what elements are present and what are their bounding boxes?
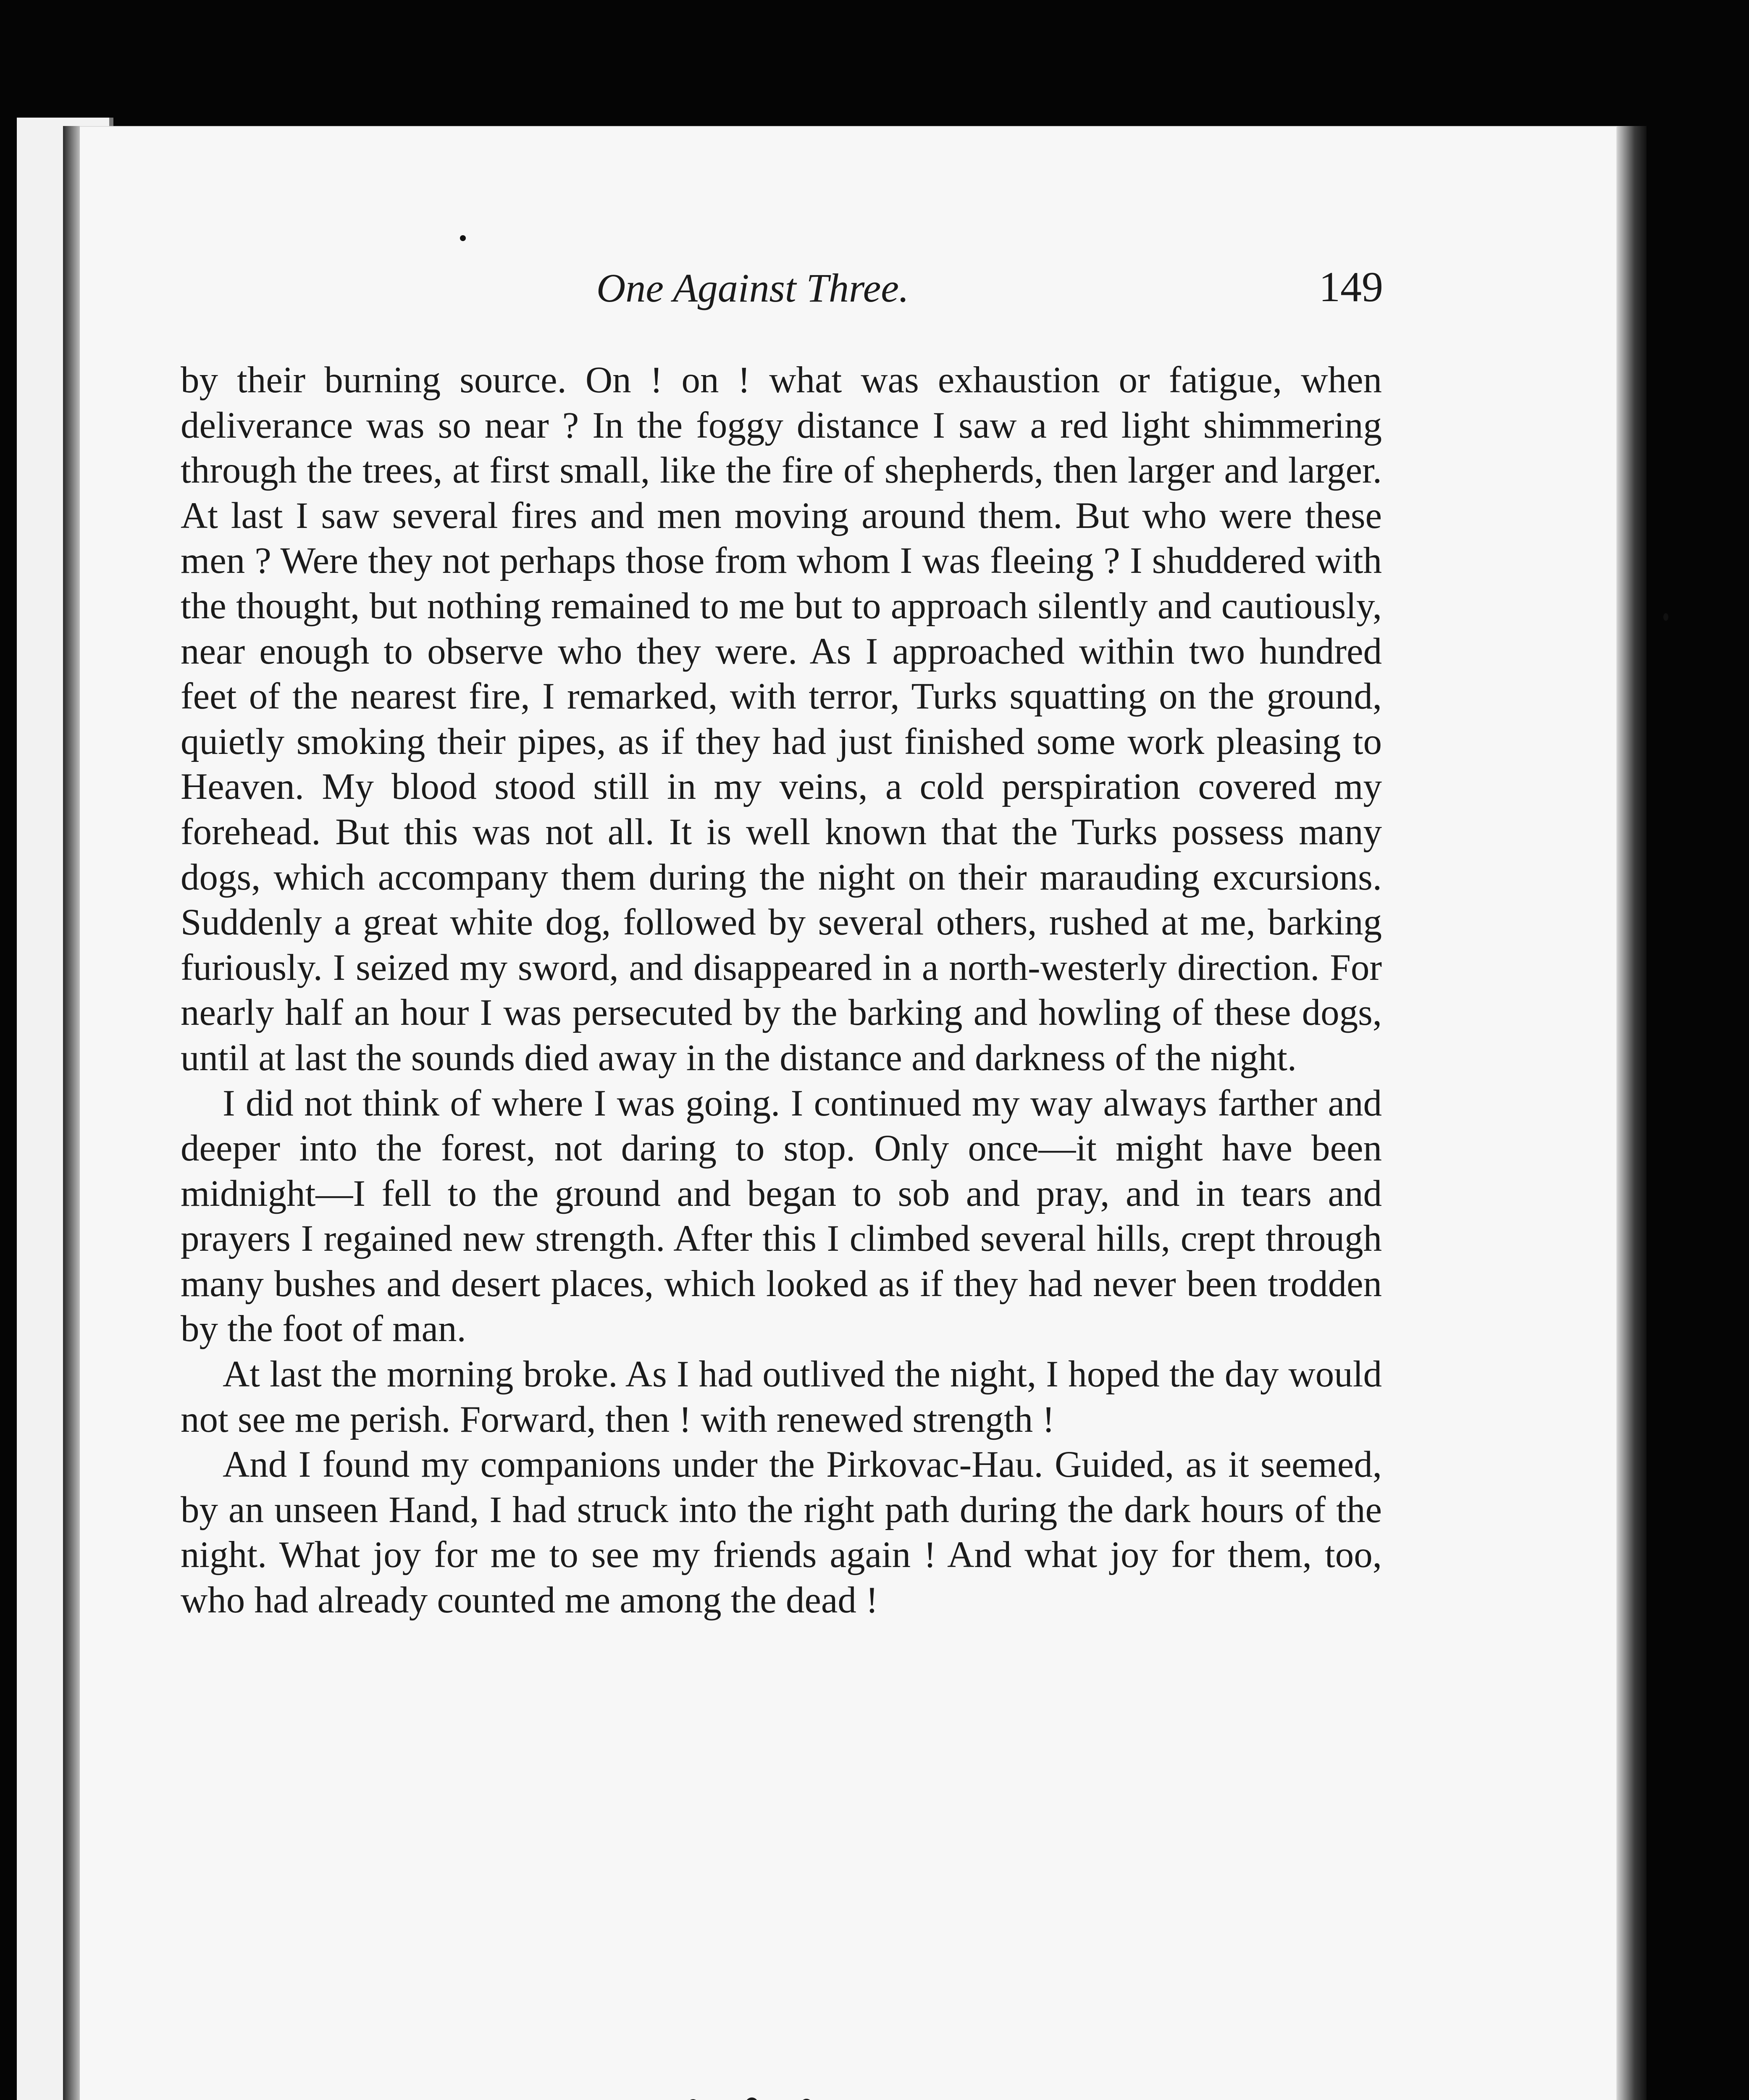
body-text	[181, 358, 1382, 1623]
page-right-edge-shadow	[1617, 126, 1647, 2100]
paragraph-4: And I found my companions under the Pirkovac-Hau. Guided, as it seemed, by an unseen Hand, I had struck into the right path during the dark hours of the night. What joy for me to see my friends again ! And what joy for them, too, who had already counted me among the dead !	[181, 1444, 1382, 1621]
paragraph-2: I did not think of where I was going. I continued my way always farther and deeper into the forest, not daring to stop. Only once—it might have been midnight—I fell to the ground and began to sob and pray, and in tears and prayers I regained new strength. After this I climbed several hills, crept through many bushes and desert places, which looked as if they had never been trodden by the foot of man.	[181, 1082, 1382, 1350]
paragraph-3: At last the morning broke. As I had outlived the night, I hoped the day would not see me perish. Forward, then ! with renewed strength !	[181, 1354, 1382, 1440]
paragraph-1: by their burning source. On ! on ! what was exhaustion or fatigue, when deliverance was so near ? In the foggy distance I saw a red light shimmering through the trees, at first small, like the fire of shepherds, then larger and larger. At last I saw several fires and men moving around them. But who were these men ? Were they not perhaps those from whom I was fleeing ? I shuddered with the thought, but nothing remained to me but to approach silently and cautiously, near enough to observe who they were. As I approached within two hundred feet of the nearest fire, I remarked, with terror, Turks squatting on the ground, quietly smoking their pipes, as if they had just finished some work pleasing to Heaven. My blood stood still in my veins, a cold perspiration covered my forehead. But this was not all. It is well known that the Turks possess many dogs, which accompany them during the night on their marauding excursions. Suddenly a great white dog, followed by several others, rushed at me, barking furiously. I seized my sword, and disappeared in a north-westerly direction. For nearly half an hour I was persecuted by the barking and howling of these dogs, until at last the sounds died away in the distance and darkness of the night.	[181, 360, 1382, 1079]
running-title: One Against Three.	[596, 265, 909, 310]
page-number: 149	[1319, 263, 1383, 311]
scan-speck	[1663, 613, 1668, 621]
page-gutter-shadow	[63, 126, 80, 2100]
scan-speck	[460, 235, 466, 241]
vine-tailpiece-ornament	[596, 2094, 937, 2100]
